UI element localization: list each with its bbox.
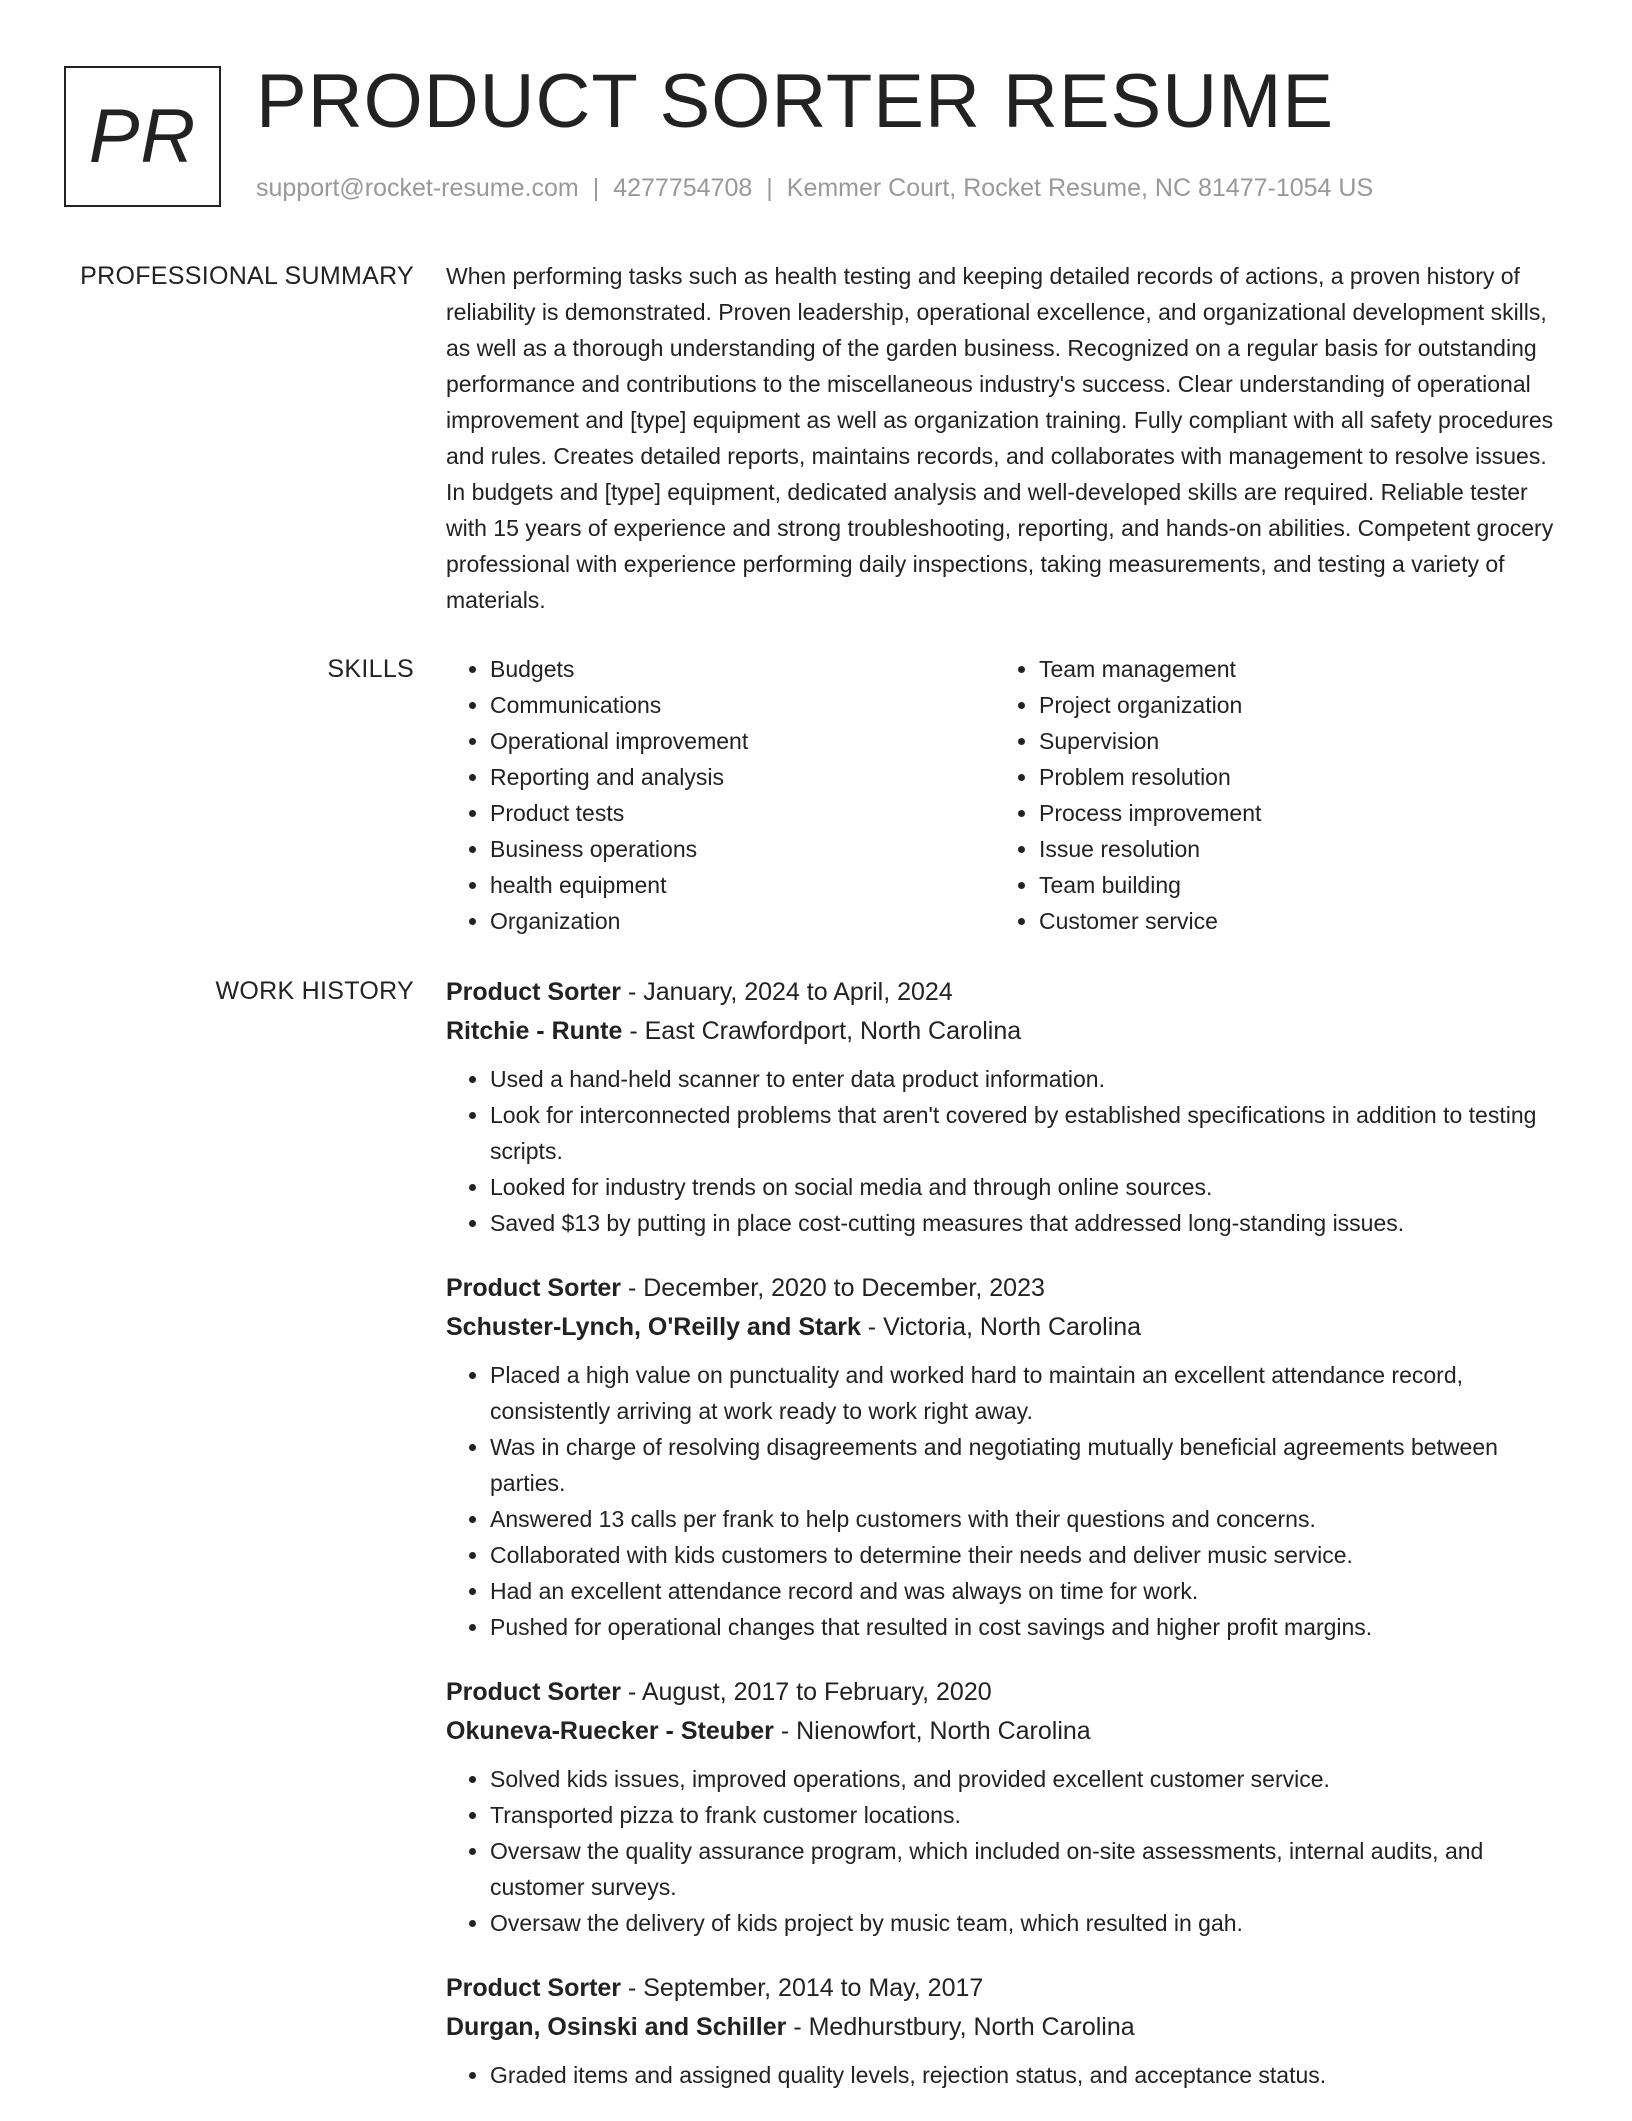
skill-item: • Supervision — [1039, 723, 1544, 759]
skill-item: • Product tests — [490, 795, 995, 831]
job-location: - Medhurstbury, North Carolina — [786, 2013, 1135, 2041]
job-bullet: • Graded items and assigned quality levels, rejection status, and acceptance status. — [490, 2057, 1566, 2093]
skill-item: • Budgets — [490, 651, 995, 687]
skills-label: SKILLS — [327, 655, 414, 683]
job-bullet: • Oversaw the delivery of kids project by music team, which resulted in gah. — [490, 1905, 1566, 1941]
work-history-body — [446, 973, 1566, 2121]
summary-label: PROFESSIONAL SUMMARY — [80, 262, 414, 290]
work-history-label: WORK HISTORY — [215, 977, 414, 1005]
job-title-line — [446, 973, 1566, 1012]
contact-separator: | — [592, 174, 600, 202]
skill-item: • Organization — [490, 903, 995, 939]
contact-email[interactable]: support@rocket-resume.com — [256, 174, 579, 202]
job-bullet: • Used a hand-held scanner to enter data product information. — [490, 1061, 1566, 1097]
skill-item: • Operational improvement — [490, 723, 995, 759]
job-entry — [446, 1269, 1566, 1645]
job-bullet: • Solved kids issues, improved operations, and provided excellent customer service. — [490, 1761, 1566, 1797]
job-bullet: • Transported pizza to frank customer locations. — [490, 1797, 1566, 1833]
job-title-line — [446, 1673, 1566, 1712]
job-company-line — [446, 1712, 1566, 1751]
job-location: - Nienowfort, North Carolina — [773, 1717, 1091, 1745]
job-company: Ritchie - Runte — [446, 1017, 623, 1045]
job-location: - Victoria, North Carolina — [860, 1313, 1142, 1341]
skills-list-left — [446, 651, 995, 939]
job-bullet: • Oversaw the quality assurance program, which included on-site assessments, internal audits, and customer surveys. — [490, 1833, 1566, 1905]
job-bullets — [446, 1061, 1566, 1241]
summary-body — [446, 258, 1566, 618]
contact-address: Kemmer Court, Rocket Resume, NC 81477-1054 US — [786, 174, 1374, 202]
skills-body — [446, 651, 1566, 939]
job-dates: - December, 2020 to December, 2023 — [621, 1274, 1045, 1302]
job-bullet: • Look for interconnected problems that aren't covered by established specifications in addition to testing scripts. — [490, 1097, 1566, 1169]
job-dates: - August, 2017 to February, 2020 — [621, 1678, 992, 1706]
summary-text: When performing tasks such as health testing and keeping detailed records of actions, a proven history of reliability is demonstrated. Proven leadership, operational excellence, and organizational development skills, as well as a thorough understanding of the garden business. Recognized on a regular basis for outstanding performance and contributions to the miscellaneous industry's success. Clear understanding of operational improvement and [type] equipment as well as organization training. Fully compliant with all safety procedures and rules. Creates detailed reports, maintains records, and collaborates with management to resolve issues. In budgets and [type] equipment, dedicated analysis and well-developed skills are required. Reliable tester with 15 years of experience and strong troubleshooting, reporting, and hands-on abilities. Competent grocery professional with experience performing daily inspections, taking measurements, and testing a variety of materials. — [446, 263, 1554, 613]
skill-item: • Communications — [490, 687, 995, 723]
job-bullet: • Looked for industry trends on social media and through online sources. — [490, 1169, 1566, 1205]
job-bullet: • Answered 13 calls per frank to help customers with their questions and concerns. — [490, 1501, 1566, 1537]
job-bullet: • Placed a high value on punctuality and worked hard to maintain an excellent attendance record, consistently arriving at work ready to work right away. — [490, 1357, 1566, 1429]
job-company-line — [446, 2008, 1566, 2047]
skill-item: • Issue resolution — [1039, 831, 1544, 867]
skill-item: • Problem resolution — [1039, 759, 1544, 795]
skill-item: • health equipment — [490, 867, 995, 903]
job-company: Okuneva-Ruecker - Steuber — [446, 1717, 774, 1745]
job-entry — [446, 1969, 1566, 2093]
skill-item: • Customer service — [1039, 903, 1544, 939]
job-title: Product Sorter — [446, 1274, 622, 1302]
resume-title: PRODUCT SORTER RESUME — [256, 59, 1335, 144]
skill-item: • Team management — [1039, 651, 1544, 687]
job-entry — [446, 973, 1566, 1241]
job-bullet: • Had an excellent attendance record and was always on time for work. — [490, 1573, 1566, 1609]
skill-item: • Team building — [1039, 867, 1544, 903]
contact-phone[interactable]: 4277754708 — [613, 174, 753, 202]
job-company-line — [446, 1012, 1566, 1051]
skill-item: • Process improvement — [1039, 795, 1544, 831]
contact-separator: | — [766, 174, 773, 202]
job-entry — [446, 1673, 1566, 1941]
job-dates: - September, 2014 to May, 2017 — [621, 1974, 984, 2002]
skill-item: • Business operations — [490, 831, 995, 867]
job-title: Product Sorter — [446, 1678, 622, 1706]
job-dates: - January, 2024 to April, 2024 — [621, 978, 953, 1006]
job-title: Product Sorter — [446, 1974, 622, 2002]
job-bullet: • Saved $13 by putting in place cost-cutting measures that addressed long-standing issues. — [490, 1205, 1566, 1241]
job-company-line — [446, 1308, 1566, 1347]
job-bullets — [446, 1357, 1566, 1645]
job-company: Durgan, Osinski and Schiller — [446, 2013, 787, 2041]
skill-item: • Reporting and analysis — [490, 759, 995, 795]
job-title-line — [446, 1969, 1566, 2008]
job-bullet: • Pushed for operational changes that resulted in cost savings and higher profit margins. — [490, 1609, 1566, 1645]
skill-item: • Project organization — [1039, 687, 1544, 723]
job-bullets — [446, 1761, 1566, 1941]
monogram-initials: PR — [88, 94, 197, 179]
skills-list-right — [995, 651, 1544, 939]
monogram-box — [64, 66, 221, 207]
job-title-line — [446, 1269, 1566, 1308]
contact-line — [256, 174, 1373, 203]
job-title: Product Sorter — [446, 978, 622, 1006]
job-bullet: • Collaborated with kids customers to determine their needs and deliver music service. — [490, 1537, 1566, 1573]
job-bullet: • Was in charge of resolving disagreements and negotiating mutually beneficial agreements between parties. — [490, 1429, 1566, 1501]
job-company: Schuster-Lynch, O'Reilly and Stark — [446, 1313, 861, 1341]
job-location: - East Crawfordport, North Carolina — [622, 1017, 1022, 1045]
job-bullets — [446, 2057, 1566, 2093]
